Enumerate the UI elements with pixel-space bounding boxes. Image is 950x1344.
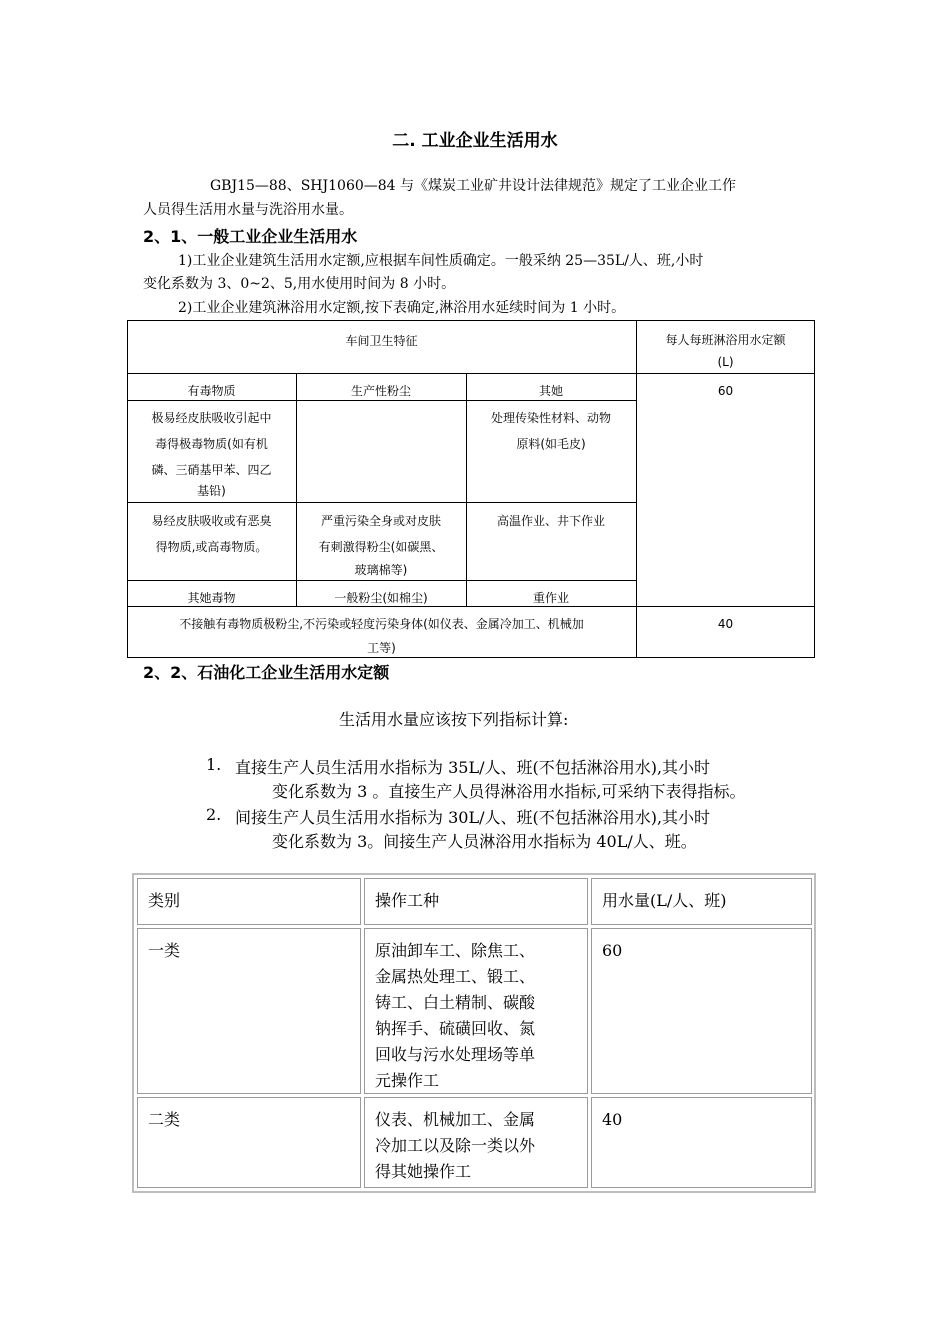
t2-row-1-category: 一类 — [137, 928, 361, 1094]
quota-value-40: 40 — [717, 617, 734, 631]
r2-toxic-line-1: 易经皮肤吸收或有恶臭 — [151, 514, 272, 528]
list-item-2-number: 2. — [206, 805, 222, 824]
last-row-line-2: 工等) — [367, 641, 396, 655]
col-productive-dust: 生产性粉尘 — [350, 384, 411, 398]
intro-line-1: GBJ15—88、SHJ1060—84 与《煤炭工业矿井设计法律规范》规定了工业企业工作 — [210, 178, 737, 194]
r1-toxic-line-1: 极易经皮肤吸收引起中 — [151, 411, 272, 425]
t2-header-category: 类别 — [137, 878, 361, 925]
list-item-1-number: 1. — [206, 755, 222, 774]
list-item-1-line-2: 变化系数为 3 。直接生产人员得淋浴用水指标,可采纳下表得指标。 — [272, 782, 746, 801]
section-2-1-para-2: 2)工业企业建筑淋浴用水定额,按下表确定,淋浴用水延续时间为 1 小时。 — [178, 300, 626, 316]
r1-toxic-line-4: 基铅) — [197, 484, 226, 498]
r3-toxic: 其她毒物 — [187, 591, 236, 605]
header-quota-line-1: 每人每班淋浴用水定额 — [665, 333, 786, 347]
r3-other: 重作业 — [532, 591, 569, 605]
t2-row-1-work-line: 原油卸车工、除焦工、 — [375, 941, 536, 960]
t2-row-1-work-line: 铸工、白土精制、碳酸 — [375, 993, 536, 1012]
shower-quota-table — [127, 320, 815, 658]
quota-value-60: 60 — [717, 384, 734, 398]
t2-row-2-amount: 40 — [591, 1097, 812, 1188]
col-toxic-substance: 有毒物质 — [187, 384, 236, 398]
t2-row-2-work-line: 得其她操作工 — [375, 1162, 472, 1181]
section-2-1-heading: 2、1、一般工业企业生活用水 — [143, 227, 358, 246]
r2-dust-line-2: 有刺激得粉尘(如碳黑、 — [318, 540, 444, 554]
t2-header-water-amount: 用水量(L/人、班) — [591, 878, 812, 925]
list-item-1-line-1: 直接生产人员生活用水指标为 35L/人、班(不包括淋浴用水),其小时 — [235, 758, 711, 777]
r2-other-line-1: 高温作业、井下作业 — [496, 514, 605, 528]
section-2-1-para-1a: 1)工业企业建筑生活用水定额,应根据车间性质确定。一般采纳 25—35L/人、班,小时 — [178, 253, 704, 269]
t2-row-1-work-type — [364, 928, 588, 1094]
last-row-line-1: 不接触有毒物质极粉尘,不污染或轻度污染身体(如仪表、金属冷加工、机械加 — [179, 617, 584, 631]
r1-toxic-line-2: 毒得极毒物质(如有机 — [155, 437, 268, 451]
r1-other-line-1: 处理传染性材料、动物 — [490, 411, 611, 425]
t2-row-2-work-type — [364, 1097, 588, 1188]
list-item-2-line-1: 间接生产人员生活用水指标为 30L/人、班(不包括淋浴用水),其小时 — [235, 808, 711, 827]
t2-header-work-type: 操作工种 — [364, 878, 588, 925]
t2-row-1-work-line: 元操作工 — [375, 1071, 440, 1090]
r1-other-line-2: 原料(如毛皮) — [516, 437, 586, 451]
r3-dust: 一般粉尘(如棉尘) — [334, 591, 428, 605]
page-title: 二. 工业企业生活用水 — [392, 131, 558, 151]
r2-toxic-line-2: 得物质,或高毒物质。 — [155, 540, 268, 554]
t2-row-2-work-line: 仪表、机械加工、金属 — [375, 1110, 536, 1129]
t2-row-1-amount: 60 — [591, 928, 812, 1094]
intro-line-2: 人员得生活用水量与洗浴用水量。 — [143, 202, 353, 218]
header-workshop-feature: 车间卫生特征 — [345, 334, 418, 348]
section-2-2-lead: 生活用水量应该按下列指标计算: — [339, 710, 569, 729]
section-2-1-para-1b: 变化系数为 3、0~2、5,用水使用时间为 8 小时。 — [143, 276, 456, 292]
t2-row-2-work-line: 冷加工以及除一类以外 — [375, 1136, 536, 1155]
t2-row-2-category: 二类 — [137, 1097, 361, 1188]
t2-row-1-work-line: 金属热处理工、锻工、 — [375, 967, 536, 986]
section-2-2-heading: 2、2、石油化工企业生活用水定额 — [143, 663, 390, 682]
t2-row-1-work-line: 钠挥手、硫磺回收、氮 — [375, 1019, 536, 1038]
col-other: 其她 — [538, 384, 563, 398]
t2-row-1-work-line: 回收与污水处理场等单 — [375, 1045, 536, 1064]
list-item-2-line-2: 变化系数为 3。间接生产人员淋浴用水指标为 40L/人、班。 — [272, 832, 697, 851]
header-quota-line-2: (L) — [717, 355, 734, 369]
r2-dust-line-1: 严重污染全身或对皮肤 — [320, 514, 441, 528]
r2-dust-line-3: 玻璃棉等) — [354, 563, 408, 577]
petrochemical-shower-table — [132, 873, 816, 1193]
r1-toxic-line-3: 磷、三硝基甲苯、四乙 — [151, 463, 272, 477]
